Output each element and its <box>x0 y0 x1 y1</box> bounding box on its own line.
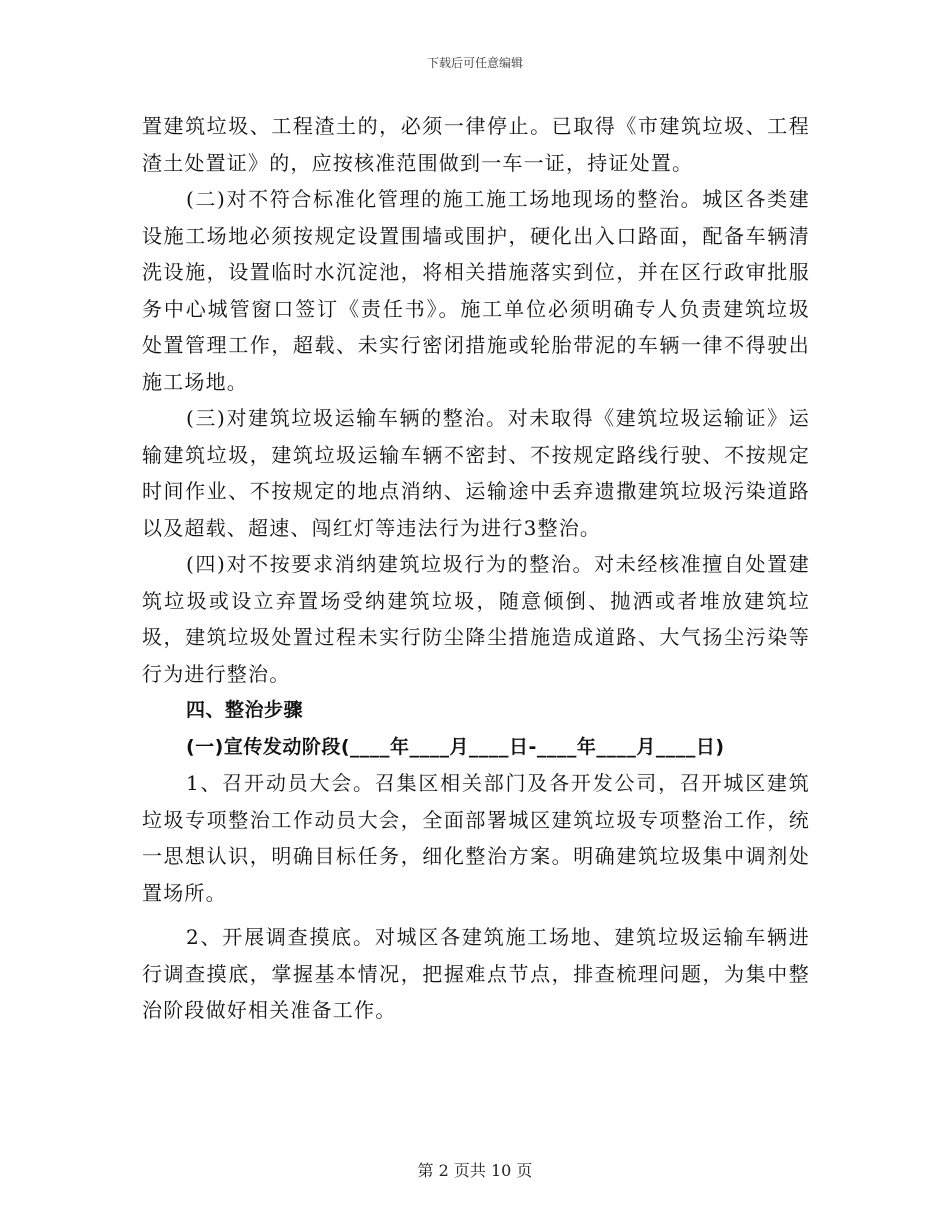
paragraph-step-2: 2、开展调查摸底。对城区各建筑施工场地、建筑垃圾运输车辆进行调查摸底，掌握基本情况，把握难点节点，排查梳理问题，为集中整治阶段做好相关准备工作。 <box>142 925 810 1022</box>
paragraph-step-1: 1、召开动员大会。召集区相关部门及各开发公司，召开城区建筑垃圾专项整治工作动员大会，全面部署城区建筑垃圾专项整治工作，统一思想认识，明确目标任务，细化整治方案。明确建筑垃圾集中调剂处置场所。 <box>142 771 810 905</box>
document-body <box>142 108 810 1029</box>
paragraph-continuation: 置建筑垃圾、工程渣土的，必须一律停止。已取得《市建筑垃圾、工程渣土处置证》的，应按核准范围做到一车一证，持证处置。 <box>142 114 810 175</box>
heading-rectification-steps: 四、整治步骤 <box>186 699 304 721</box>
page-number: 第 2 页共 10 页 <box>417 1161 533 1180</box>
paragraph-section-2: (二)对不符合标准化管理的施工施工场地现场的整治。城区各类建设施工场地必须按规定设置围墙或围护，硬化出入口路面，配备车辆清洗设施，设置临时水沉淀池，将相关措施落实到位，并在区行政审批服务中心城管窗口签订《责任书》。施工单位必须明确专人负责建筑垃圾处置管理工作，超载、未实行密闭措施或轮胎带泥的车辆一律不得驶出施工场地。 <box>142 187 810 394</box>
paragraph-section-3: (三)对建筑垃圾运输车辆的整治。对未取得《建筑垃圾运输证》运输建筑垃圾，建筑垃圾运输车辆不密封、不按规定路线行驶、不按规定时间作业、不按规定的地点消纳、运输途中丢弃遗撒建筑垃圾污染道路以及超载、超速、闯红灯等违法行为进行3整治。 <box>142 406 810 540</box>
paragraph-section-4: (四)对不按要求消纳建筑垃圾行为的整治。对未经核准擅自处置建筑垃圾或设立弃置场受纳建筑垃圾，随意倾倒、抛洒或者堆放建筑垃圾，建筑垃圾处置过程未实行防尘降尘措施造成道路、大气扬尘污染等行为进行整治。 <box>142 552 810 686</box>
page-header: 下载后可任意编辑 <box>426 56 523 70</box>
heading-publicity-phase: (一)宣传发动阶段(____年____月____日-____年____月____日) <box>186 735 725 758</box>
